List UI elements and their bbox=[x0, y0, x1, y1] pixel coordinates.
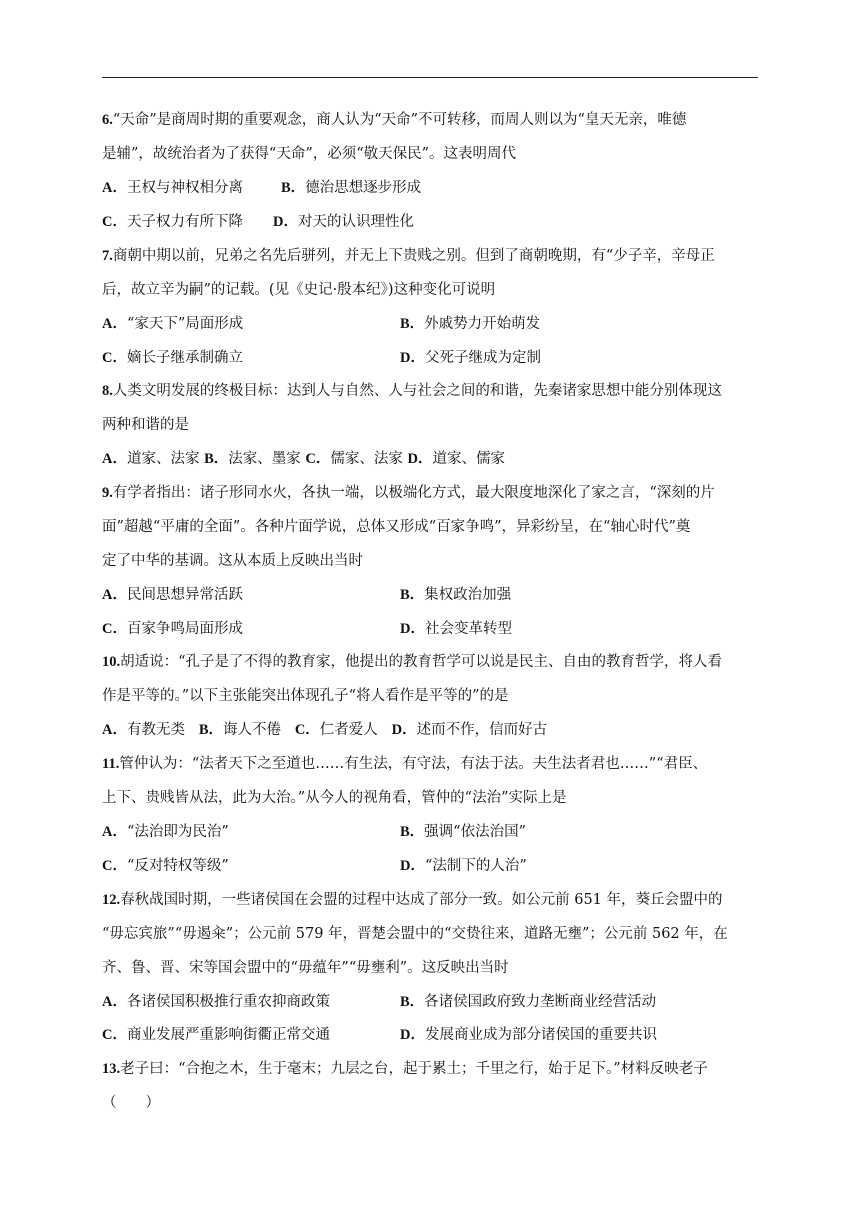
question-13-answer-blank: （ ） bbox=[102, 1094, 160, 1111]
question-12-options-row-1 bbox=[102, 985, 762, 1019]
question-9-line-2: 面”超越“平庸的全面”。各种片面学说，总体又形成“百家争鸣”，异彩纷呈，在“轴心时代”奠 bbox=[102, 519, 691, 536]
question-8-line-2: 两种和谐的是 bbox=[102, 417, 189, 434]
question-11-line-1: 11.管仲认为：“法者天下之至道也……有生法，有守法，有法于法。夫生法者君也……”“君臣、 bbox=[102, 756, 708, 773]
option-c: C．商业发展严重影响街衢正常交通 bbox=[102, 1027, 330, 1044]
option-a: 有教无类 bbox=[126, 722, 185, 739]
question-11-options-row-1 bbox=[102, 815, 762, 849]
option-b: B．集权政治加强 bbox=[400, 587, 512, 604]
question-6-line-2: 是辅”，故统治者为了获得“天命”，必须“敬天保民”。这表明周代 bbox=[102, 146, 517, 162]
question-10-line-2: 作是平等的。”以下主张能突出体现孔子“将人看作是平等的”的是 bbox=[102, 688, 509, 705]
question-8-options: A．道家、法家 B．法家、墨家 C．儒家、法家 D．道家、儒家 bbox=[102, 451, 505, 468]
question-11-line-2: 上下、贵贱皆从法，此为大治。”从今人的视角看，管仲的“法治”实际上是 bbox=[102, 790, 567, 807]
option-a: A．各诸侯国积极推行重农抑商政策 bbox=[102, 993, 330, 1010]
header-rule bbox=[102, 77, 758, 78]
option-d: 对天的认识理性化 bbox=[297, 214, 414, 230]
option-c: 儒家、法家 bbox=[330, 451, 403, 468]
question-9-line-3: 定了中华的基调。这从本质上反映出当时 bbox=[102, 553, 363, 570]
question-11-options-row-2 bbox=[102, 849, 762, 883]
option-d: D．发展商业成为部分诸侯国的重要共识 bbox=[400, 1027, 657, 1044]
question-7-options-row-1 bbox=[102, 307, 762, 341]
question-number: 6. bbox=[102, 112, 113, 128]
option-b: B．外戚势力开始萌发 bbox=[400, 316, 541, 332]
question-number: 10. bbox=[102, 654, 121, 671]
question-7-line-1: 7.商朝中期以前，兄弟之名先后骈列，并无上下贵贱之别。但到了商朝晚期，有“少子辛，辛母正 bbox=[102, 248, 715, 264]
option-d: D．父死子继成为定制 bbox=[400, 349, 541, 366]
option-a: A．民间思想异常活跃 bbox=[102, 587, 243, 604]
option-d: 道家、儒家 bbox=[432, 451, 505, 468]
question-number: 9. bbox=[102, 485, 113, 502]
option-a: 王权与神权相分离 bbox=[126, 180, 243, 196]
question-13-line-1: 13.老子曰：“合抱之木，生于毫末；九层之台，起于累土；千里之行，始于足下。”材料反映老子 bbox=[102, 1060, 708, 1077]
question-number: 7. bbox=[102, 248, 113, 264]
question-10-line-1: 10.胡适说：“孔子是了不得的教育家，他提出的教育哲学可以说是民主、自由的教育哲学，将人看 bbox=[102, 654, 723, 671]
option-c: C．“反对特权等级” bbox=[102, 857, 229, 874]
question-12-line-2: “毋忘宾旅”“毋遏籴”；公元前 579 年，晋楚会盟中的“交贽往来，道路无壅”；公元前 562 年，在 bbox=[102, 925, 728, 942]
question-12-line-3: 齐、鲁、晋、宋等国会盟中的“毋蕴年”“毋壅利”。这反映出当时 bbox=[102, 959, 509, 976]
option-c: C．嫡长子继承制确立 bbox=[102, 349, 243, 366]
question-12-options-row-2 bbox=[102, 1018, 762, 1052]
question-6-line-1: 6.“天命”是商周时期的重要观念，商人认为“天命”不可转移，而周人则以为“皇天无亲，唯德 bbox=[102, 112, 687, 128]
question-9-options-row-2 bbox=[102, 612, 762, 646]
option-a: A．“家天下”局面形成 bbox=[102, 316, 244, 332]
question-list bbox=[102, 103, 762, 1120]
option-c: 天子权力有所下降 bbox=[126, 214, 243, 230]
option-d: 述而不作，信而好古 bbox=[416, 722, 548, 739]
question-6-options-row-1: A．王权与神权相分离 B．德治思想逐步形成 bbox=[102, 180, 422, 196]
option-c: 仁者爱人 bbox=[319, 722, 378, 739]
question-number: 12. bbox=[102, 891, 121, 908]
question-12-line-1: 12.春秋战国时期，一些诸侯国在会盟的过程中达成了部分一致。如公元前 651 年，葵丘会盟中的 bbox=[102, 891, 723, 908]
option-b: 法家、墨家 bbox=[228, 451, 301, 468]
question-7-line-2: 后，故立辛为嗣”的记载。(见《史记·殷本纪》)这种变化可说明 bbox=[102, 282, 496, 298]
option-c: C．百家争鸣局面形成 bbox=[102, 620, 243, 637]
question-10-options: A．有教无类 B．诲人不倦 C．仁者爱人 D．述而不作，信而好古 bbox=[102, 722, 548, 739]
option-a: A．“法治即为民治” bbox=[102, 824, 229, 841]
option-b: B．强调“依法治国” bbox=[400, 824, 526, 841]
question-9-options-row-1 bbox=[102, 578, 762, 612]
option-a: 道家、法家 bbox=[126, 451, 200, 468]
option-b: 诲人不倦 bbox=[222, 722, 281, 739]
question-6-options-row-2: C．天子权力有所下降 D．对天的认识理性化 bbox=[102, 214, 414, 230]
option-d: D．“法制下的人治” bbox=[400, 857, 527, 874]
question-9-line-1: 9.有学者指出：诸子形同水火，各执一端，以极端化方式，最大限度地深化了家之言，“深刻的片 bbox=[102, 485, 715, 502]
question-number: 8. bbox=[102, 383, 113, 400]
question-number: 11. bbox=[102, 756, 120, 773]
option-b: B．各诸侯国政府致力垄断商业经营活动 bbox=[400, 993, 657, 1010]
question-number: 13. bbox=[102, 1060, 121, 1077]
question-8-line-1: 8.人类文明发展的终极目标：达到人与自然、人与社会之间的和谐，先秦诸家思想中能分别体现这 bbox=[102, 383, 722, 400]
question-7-options-row-2 bbox=[102, 341, 762, 375]
option-d: D．社会变革转型 bbox=[400, 620, 512, 637]
option-b: 德治思想逐步形成 bbox=[305, 180, 422, 196]
